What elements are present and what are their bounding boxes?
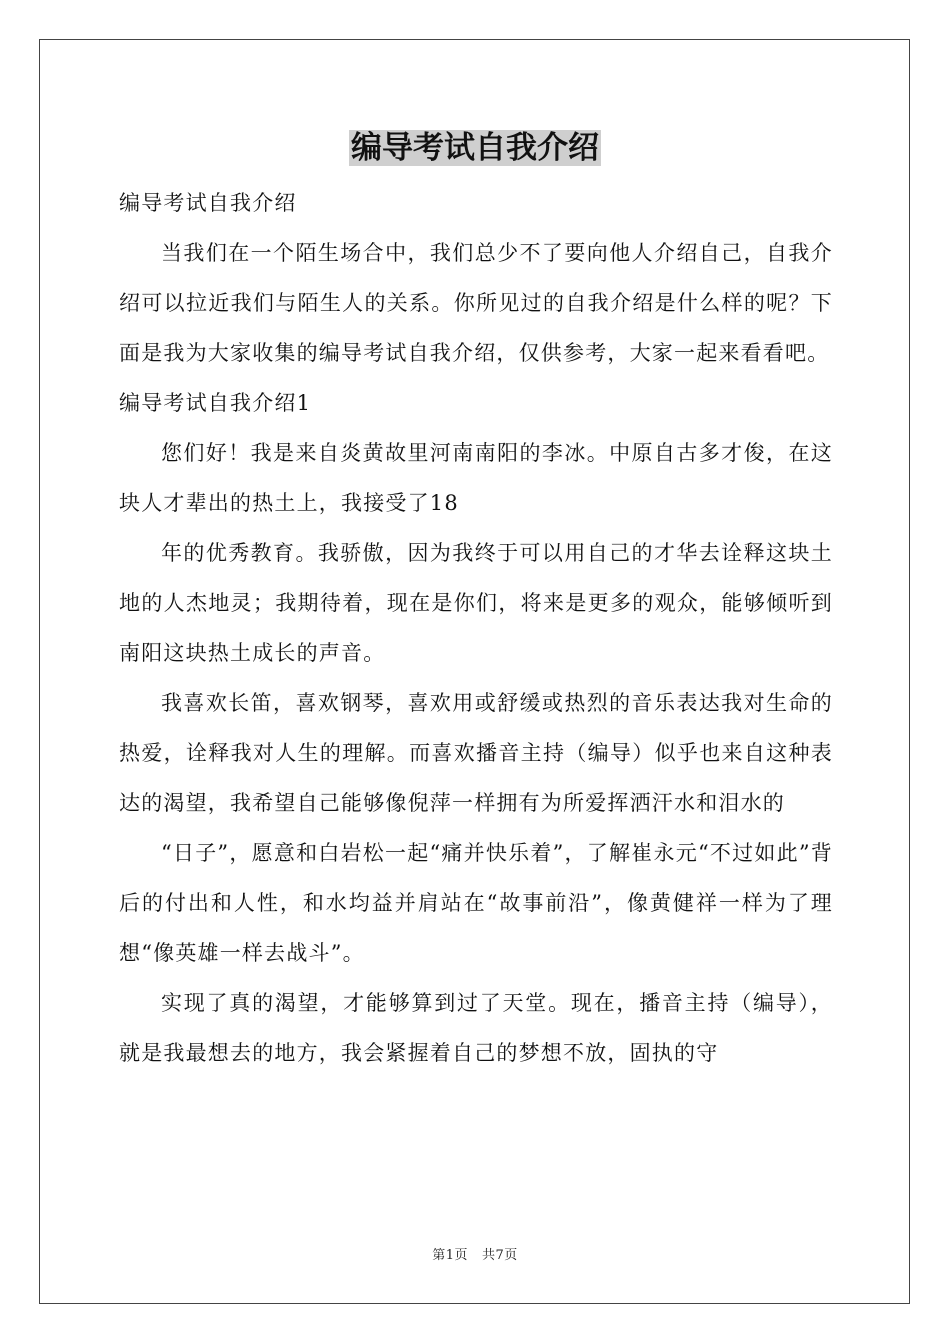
document-title-text: 编导考试自我介绍 (351, 130, 599, 166)
body-paragraph: “日子”，愿意和白岩松一起“痛并快乐着”，了解崔永元“不过如此”背后的付出和人性，和水均益并肩站在“故事前沿”，像黄健祥一样为了理想“像英雄一样去战斗”。 (119, 841, 833, 965)
page-number-current: 第1页 (432, 1248, 468, 1263)
body-paragraph: 我喜欢长笛，喜欢钢琴，喜欢用或舒缓或热烈的音乐表达我对生命的热爱，诠释我对人生的理解。而喜欢播音主持（编导）似乎也来自这种表达的渴望，我希望自己能够像倪萍一样拥有为所爱挥洒汗水和泪水的 (119, 691, 833, 815)
body-paragraph: 当我们在一个陌生场合中，我们总少不了要向他人介绍自己，自我介绍可以拉近我们与陌生人的关系。你所见过的自我介绍是什么样的呢？下面是我为大家收集的编导考试自我介绍，仅供参考，大家一起来看看吧。 (119, 241, 833, 365)
body-heading: 编导考试自我介绍 (119, 191, 297, 215)
body-paragraph: 实现了真的渴望，才能够算到过了天堂。现在，播音主持（编导），就是我最想去的地方，我会紧握着自己的梦想不放，固执的守 (119, 991, 833, 1065)
section-heading: 编导考试自我介绍1 (119, 391, 312, 415)
page-number-total: 共7页 (482, 1248, 518, 1263)
document-body (119, 178, 833, 1078)
body-paragraph: 年的优秀教育。我骄傲，因为我终于可以用自己的才华去诠释这块土地的人杰地灵；我期待着，现在是你们，将来是更多的观众，能够倾听到南阳这块热土成长的声音。 (119, 541, 833, 665)
body-paragraph: 您们好！我是来自炎黄故里河南南阳的李冰。中原自古多才俊，在这块人才辈出的热土上，我接受了18 (119, 441, 833, 515)
document-title (0, 128, 950, 168)
page-footer (0, 1246, 950, 1266)
